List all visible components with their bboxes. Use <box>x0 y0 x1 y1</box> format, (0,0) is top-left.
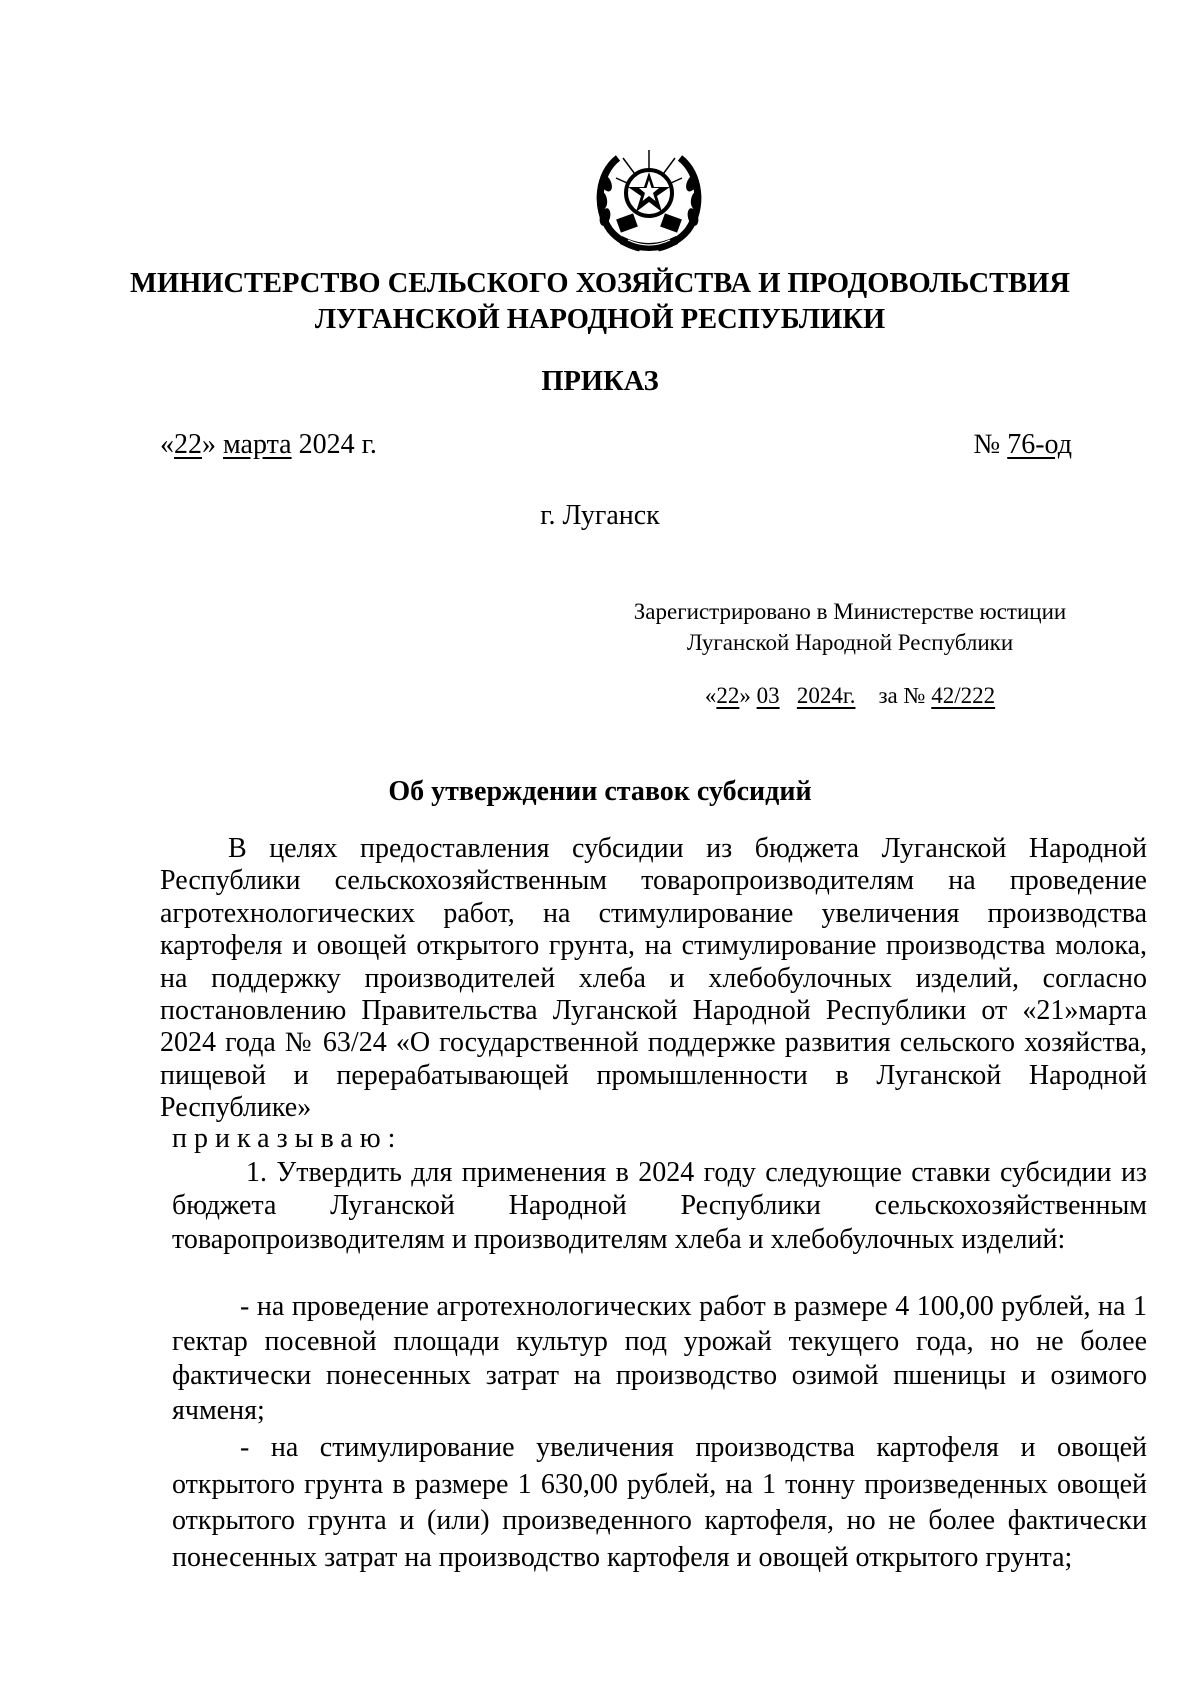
coat-of-arms-emblem <box>588 138 710 258</box>
preamble-paragraph: В целях предоставления субсидии из бюджета Луганской Народной Республики сельскохозяйственным товаропроизводителям на проведение агротехнологических работ, на стимулирование увеличения производства картофеля и овощей открытого грунта, на стимулирование производства молока, на поддержку производителей хлеба и хлебобулочных изделий, согласно постановлению Правительства Луганской Народной Республики от «21»марта 2024 года № 63/24 «О государственной поддержке развития сельского хозяйства, пищевой и перерабатывающей промышленности в Луганской Народной Республике» <box>160 833 1147 1124</box>
order-date: «22» марта 2024 г. <box>160 429 377 460</box>
document-type: ПРИКАЗ <box>541 366 659 397</box>
ministry-title-line1: МИНИСТЕРСТВО СЕЛЬСКОГО ХОЗЯЙСТВА И ПРОДОВОЛЬСТВИЯ <box>130 268 1070 299</box>
registration-line2: Луганской Народной Республики <box>686 630 1014 655</box>
registration-line1: Зарегистрировано в Министерстве юстиции <box>633 599 1067 624</box>
item-1-paragraph: 1. Утвердить для применения в 2024 году следующие ставки субсидии из бюджета Луганской Народной Республики сельскохозяйственным товаропроизводителям и производителям хлеба и хлебобулочных изделий: <box>172 1157 1147 1255</box>
order-word: приказываю: <box>172 1123 403 1154</box>
bullet-potatoes-paragraph: - на стимулирование увеличения производства картофеля и овощей открытого грунта в размере 1 630,00 рублей, на 1 тонну произведенных овощей открытого грунта и (или) произведенного картофеля, но не более фактически понесенных затрат на производство картофеля и овощей открытого грунта; <box>172 1432 1147 1573</box>
document-subject: Об утверждении ставок субсидий <box>388 776 812 807</box>
order-number: № 76-од <box>973 429 1072 460</box>
registration-date-number: «22» 03 2024г. за № 42/222 <box>704 683 996 708</box>
city: г. Луганск <box>540 500 660 531</box>
bullet-agrotech-paragraph: - на проведение агротехнологических работ в размере 4 100,00 рублей, на 1 гектар посевной площади культур под урожай текущего года, но не более фактически понесенных затрат на производство озимой пшеницы и озимого ячменя; <box>172 1291 1147 1426</box>
ministry-title-line2: ЛУГАНСКОЙ НАРОДНОЙ РЕСПУБЛИКИ <box>314 304 886 335</box>
